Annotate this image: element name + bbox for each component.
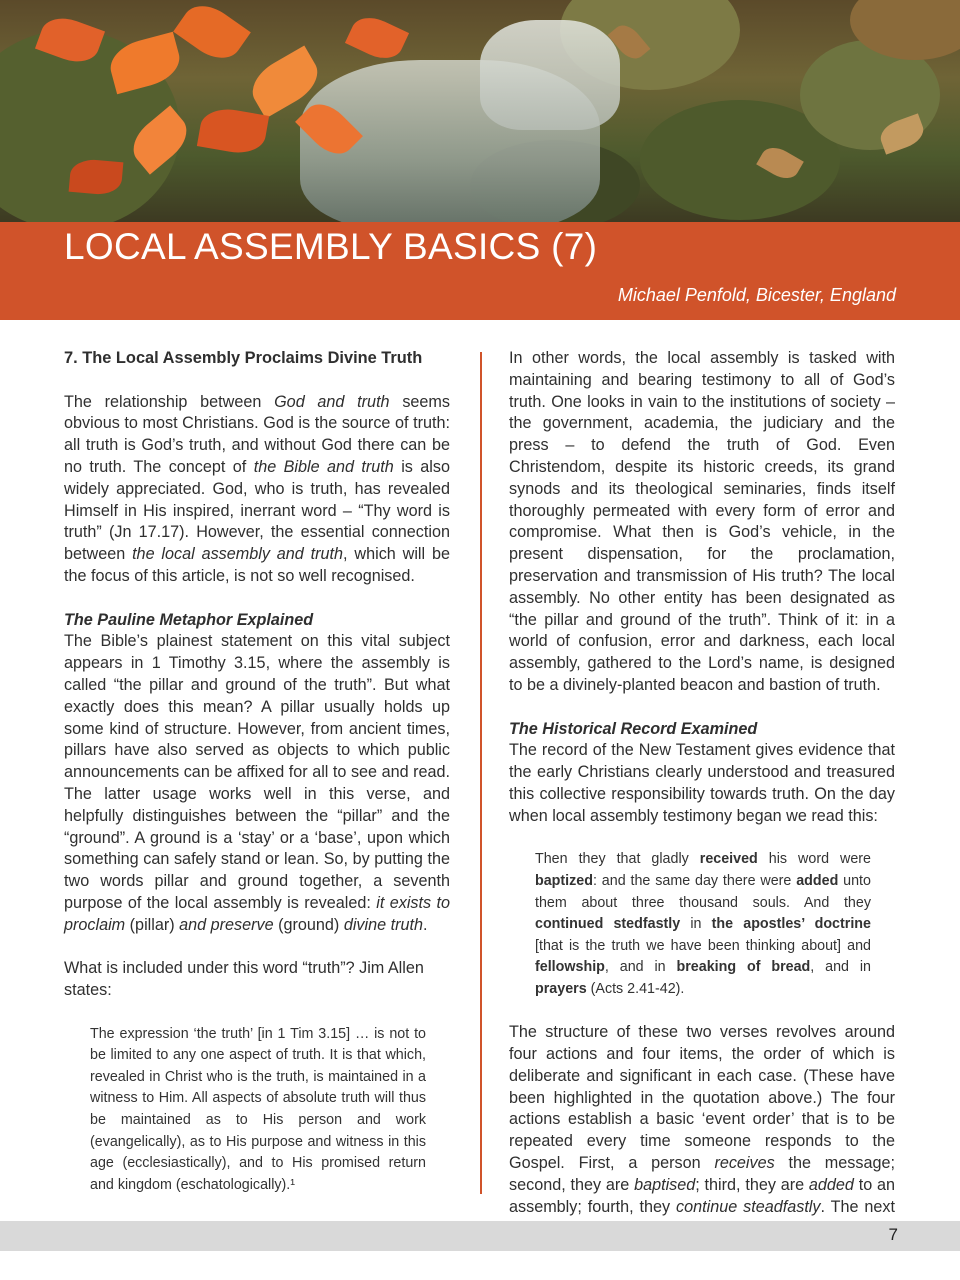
emphasis: the Bible and truth	[253, 457, 394, 476]
paragraph: The record of the New Testament gives evidence that the early Christians clearly understood and treasured this collective responsibility towards truth. On the day when local assembly testimony began we read this:	[509, 741, 895, 825]
text-run: (pillar)	[125, 915, 180, 934]
highlight: prayers	[535, 980, 587, 997]
highlight: continued stedfastly	[535, 916, 681, 933]
text-run: , which will be the focus of this article, is not so well recognised.	[64, 545, 450, 585]
emphasis: the local assembly and truth	[132, 545, 344, 564]
emphasis: baptised	[634, 1175, 696, 1194]
text-run: The structure of these two verses revolves around four actions and four items, the order of which is deliberate and significant in each case. (These have been highlighted in the quotation above.) The four actions establish a basic ‘event order’ that is to be repeated every time someone responds to the Gospel. First, a person	[509, 1023, 895, 1173]
block-quote	[509, 849, 895, 1000]
text-run: . The next	[820, 1197, 895, 1216]
emphasis: divine truth	[343, 915, 424, 934]
emphasis: God and truth	[274, 392, 390, 411]
stream-water	[480, 20, 620, 130]
paragraph	[64, 631, 450, 936]
page-number: 7	[888, 1225, 898, 1244]
text-run: the message; second, they are	[509, 1154, 895, 1194]
highlight: fellowship	[535, 959, 605, 976]
column-divider	[480, 352, 482, 1194]
emphasis: continue steadfastly	[676, 1197, 821, 1216]
highlight: added	[796, 872, 839, 889]
text-run: : and the same day there were	[592, 872, 797, 889]
text-run: The relationship between	[64, 392, 275, 411]
text-run: [that is the truth we have been thinking about] and	[535, 937, 871, 954]
text-run: (Acts 2.41-42).	[586, 980, 685, 997]
maple-leaf	[345, 10, 409, 65]
author-byline: Michael Penfold, Bicester, England	[617, 285, 896, 305]
paragraph	[64, 392, 450, 588]
subheading: The Historical Record Examined	[509, 719, 758, 738]
highlight: baptized	[535, 872, 593, 889]
hero-photo	[0, 0, 960, 222]
text-run: , and in	[604, 959, 677, 976]
paragraph: In other words, the local assembly is tasked with maintaining and bearing testimony to all of God’s truth. One looks in vain to the institutions of society – the government, academia, the judiciary and the press – to defend the truth of God. Even Christendom, despite its historic creeds, its grand synods and its theological seminaries, finds itself thoroughly permeated with every form of error and compromise. What then is God’s vehicle, in the present dispensation, for the proclamation, preservation and transmission of His truth? The local assembly. No other entity has been designated as “the pillar and ground of the truth”. Think of it: in a world of confusion, error and darkness, each local assembly, gathered to the Lord’s name, is designed to be a divinely-planted beacon and bastion of truth.	[509, 349, 895, 694]
quote-text: The expression ‘the truth’ [in 1 Tim 3.15] … is not to be limited to any one aspect of truth. It is that which, revealed in Christ who is the truth, is maintained in a witness to Him. All aspects of absolute truth will thus be maintained as to His person and work (evangelically), as to His purpose and witness in this age (ecclesiastically), and to His promised return and kingdom (eschatologically).¹	[90, 1025, 426, 1193]
text-run: , and in	[810, 959, 871, 976]
text-run: in	[680, 916, 712, 933]
emphasis: receives	[714, 1154, 775, 1173]
quote-text	[535, 849, 871, 1000]
subheading: The Pauline Metaphor Explained	[64, 610, 314, 629]
text-run: his word were	[757, 851, 872, 868]
paragraph: What is included under this word “truth”? Jim Allen states:	[64, 959, 424, 1000]
text-run: .	[423, 915, 428, 934]
text-run: to an assembly; fourth, they	[509, 1175, 896, 1216]
text-run: seems obvious to most Christians. God is the source of truth: all truth is God’s truth, and without God there can be no truth. The concept of	[64, 392, 450, 476]
highlight: the apostles’ doctrine	[711, 916, 871, 933]
text-run: unto them about three thousand souls. And they	[535, 872, 871, 911]
maple-leaf	[173, 0, 251, 68]
right-column	[509, 348, 895, 1240]
section-heading: 7. The Local Assembly Proclaims Divine Truth	[64, 349, 423, 367]
highlight: received	[699, 851, 758, 868]
paragraph	[509, 1022, 895, 1240]
left-column	[64, 348, 450, 1196]
text-run: Then they that gladly	[535, 851, 700, 868]
text-run: (ground)	[273, 915, 344, 934]
emphasis: added	[808, 1175, 854, 1194]
text-run: ; third, they are	[695, 1175, 809, 1194]
maple-leaf	[197, 105, 269, 158]
footer-bar	[0, 1221, 960, 1251]
highlight: breaking of bread	[676, 959, 811, 976]
article-title: LOCAL ASSEMBLY BASICS (7)	[64, 226, 598, 267]
emphasis: and preserve	[179, 915, 274, 934]
text-run: The Bible’s plainest statement on this vital subject appears in 1 Timothy 3.15, where the assembly is called “the pillar and ground of the truth”. But what exactly does this mean? A pillar usually holds up some kind of structure. However, from ancient times, pillars have also served as objects to which public announcements can be affixed for all to see and read. The latter usage works well in this verse, and helpfully distinguishes between the “pillar” and the “ground”. A ground is a ‘stay’ or a ‘base’, upon which something can safely stand or lean. So, by putting the two words pillar and ground together, a seventh purpose of the local assembly is revealed:	[64, 632, 450, 912]
block-quote	[64, 1024, 450, 1197]
emphasis: it exists to proclaim	[64, 893, 450, 934]
text-run: is also widely appreciated. God, who is truth, has revealed Himself in His inspired, inerrant word – “Thy word is truth” (Jn 17.17). However, the essential connection between	[64, 457, 450, 564]
